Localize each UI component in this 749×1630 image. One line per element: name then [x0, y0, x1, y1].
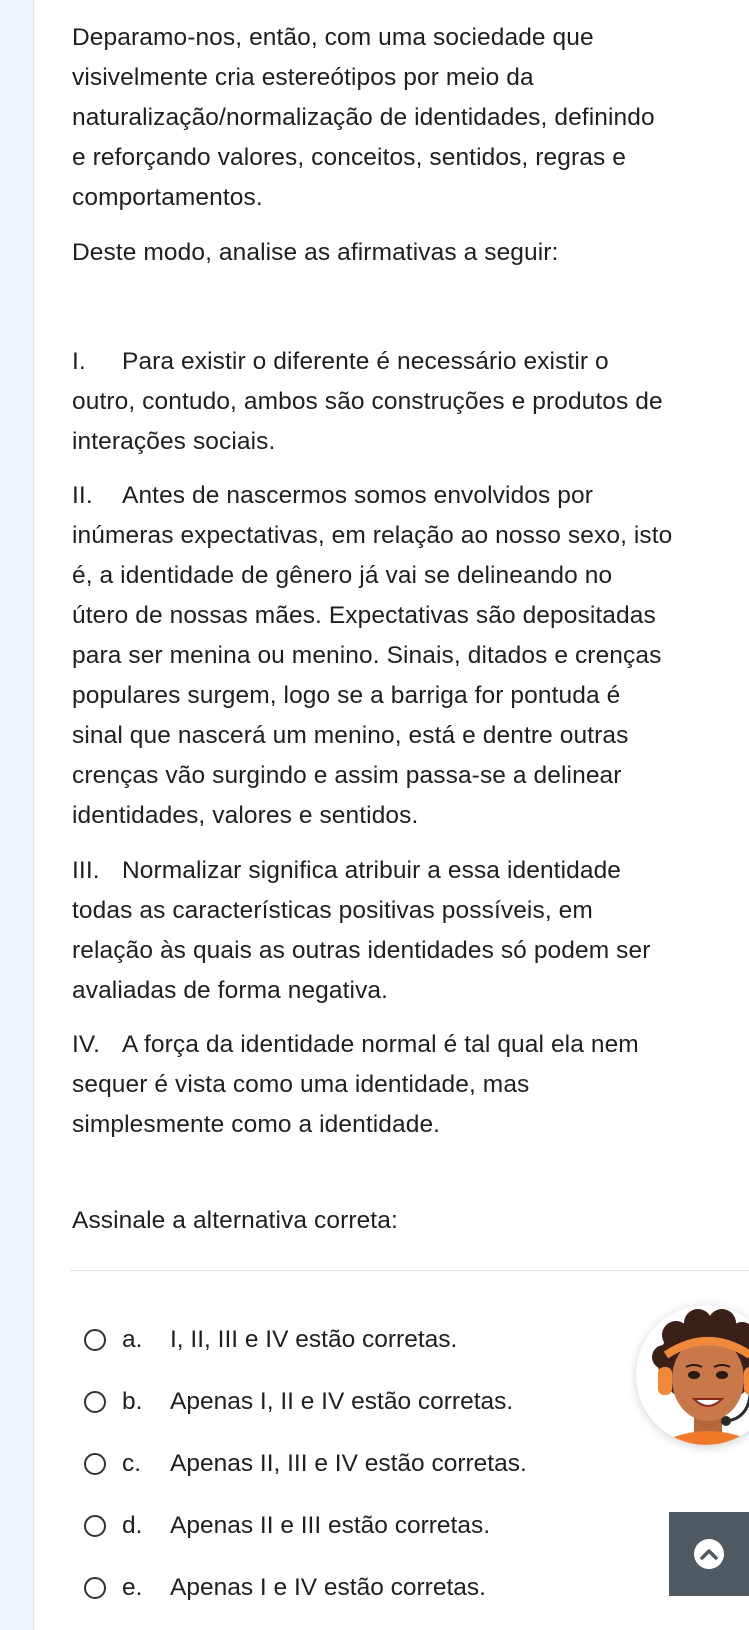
statement-number: III.	[72, 857, 100, 884]
intro-line: visivelmente cria estereótipos por meio da	[72, 64, 534, 91]
statement-line: todas as características positivas possíveis, em	[72, 897, 593, 924]
intro-line: e reforçando valores, conceitos, sentidos, regras e	[72, 144, 626, 171]
option-e[interactable]	[84, 1568, 486, 1608]
statement-text: Antes de nascermos somos envolvidos por	[122, 482, 593, 509]
statement-line	[72, 476, 672, 516]
statement-line: simplesmente como a identidade.	[72, 1111, 441, 1138]
option-letter: c.	[122, 1450, 142, 1477]
radio-button[interactable]	[84, 1329, 106, 1351]
radio-button[interactable]	[84, 1577, 106, 1599]
radio-button[interactable]	[84, 1391, 106, 1413]
statement-line: interações sociais.	[72, 428, 276, 455]
radio-button[interactable]	[84, 1453, 106, 1475]
prompt-line: Deste modo, analise as afirmativas a seguir:	[72, 239, 559, 266]
statement-line	[72, 1025, 639, 1065]
statement-number: IV.	[72, 1031, 101, 1058]
statement-line: para ser menina ou menino. Sinais, ditados e crenças	[72, 642, 662, 669]
statement-line: útero de nossas mães. Expectativas são depositadas	[72, 602, 656, 629]
prompt-text	[72, 233, 558, 273]
statement-line: relação às quais as outras identidades só podem ser	[72, 937, 651, 964]
statement-line: outro, contudo, ambos são construções e produtos de	[72, 388, 663, 415]
support-agent-avatar-icon	[636, 1305, 749, 1445]
chevron-up-icon	[694, 1539, 724, 1569]
option-a[interactable]	[84, 1320, 457, 1360]
statement-i	[72, 342, 663, 462]
statement-line: avaliadas de forma negativa.	[72, 977, 389, 1004]
statement-line: inúmeras expectativas, em relação ao nosso sexo, isto	[72, 522, 673, 549]
statement-text: Para existir o diferente é necessário existir o	[122, 348, 609, 375]
radio-button[interactable]	[84, 1515, 106, 1537]
statement-line: populares surgem, logo se a barriga for pontuda é	[72, 682, 621, 709]
statement-number: II.	[72, 482, 93, 509]
option-text: I, II, III e IV estão corretas.	[170, 1326, 458, 1353]
left-rail	[0, 0, 34, 1630]
intro-line: Deparamo-nos, então, com uma sociedade que	[72, 24, 594, 51]
option-letter: a.	[122, 1326, 143, 1353]
option-b[interactable]	[84, 1382, 513, 1422]
statement-number: I.	[72, 348, 86, 375]
question-prompt	[72, 1201, 398, 1241]
statement-iv	[72, 1025, 639, 1145]
scroll-to-top-button[interactable]	[669, 1512, 749, 1596]
option-text: Apenas I e IV estão corretas.	[170, 1574, 486, 1601]
option-text: Apenas I, II e IV estão corretas.	[170, 1388, 514, 1415]
statement-line: sinal que nascerá um menino, está e dentre outras	[72, 722, 629, 749]
statement-line: sequer é vista como uma identidade, mas	[72, 1071, 530, 1098]
statement-line	[72, 851, 650, 891]
option-letter: d.	[122, 1512, 143, 1539]
statement-line: identidades, valores e sentidos.	[72, 802, 419, 829]
question-line: Assinale a alternativa correta:	[72, 1207, 398, 1234]
assistant-avatar-button[interactable]	[636, 1305, 749, 1445]
divider	[70, 1270, 749, 1271]
statement-line: é, a identidade de gênero já vai se delineando no	[72, 562, 613, 589]
intro-line: comportamentos.	[72, 184, 263, 211]
statement-text: A força da identidade normal é tal qual ela nem	[122, 1031, 639, 1058]
intro-paragraph	[72, 18, 655, 218]
option-letter: b.	[122, 1388, 143, 1415]
option-text: Apenas II, III e IV estão corretas.	[170, 1450, 527, 1477]
option-text: Apenas II e III estão corretas.	[170, 1512, 491, 1539]
statement-line	[72, 342, 663, 382]
statement-iii	[72, 851, 650, 1011]
option-d[interactable]	[84, 1506, 490, 1546]
statement-text: Normalizar significa atribuir a essa identidade	[122, 857, 622, 884]
statement-line: crenças vão surgindo e assim passa-se a delinear	[72, 762, 622, 789]
option-c[interactable]	[84, 1444, 527, 1484]
option-letter: e.	[122, 1574, 143, 1601]
intro-line: naturalização/normalização de identidades, definindo	[72, 104, 655, 131]
statement-ii	[72, 476, 672, 836]
